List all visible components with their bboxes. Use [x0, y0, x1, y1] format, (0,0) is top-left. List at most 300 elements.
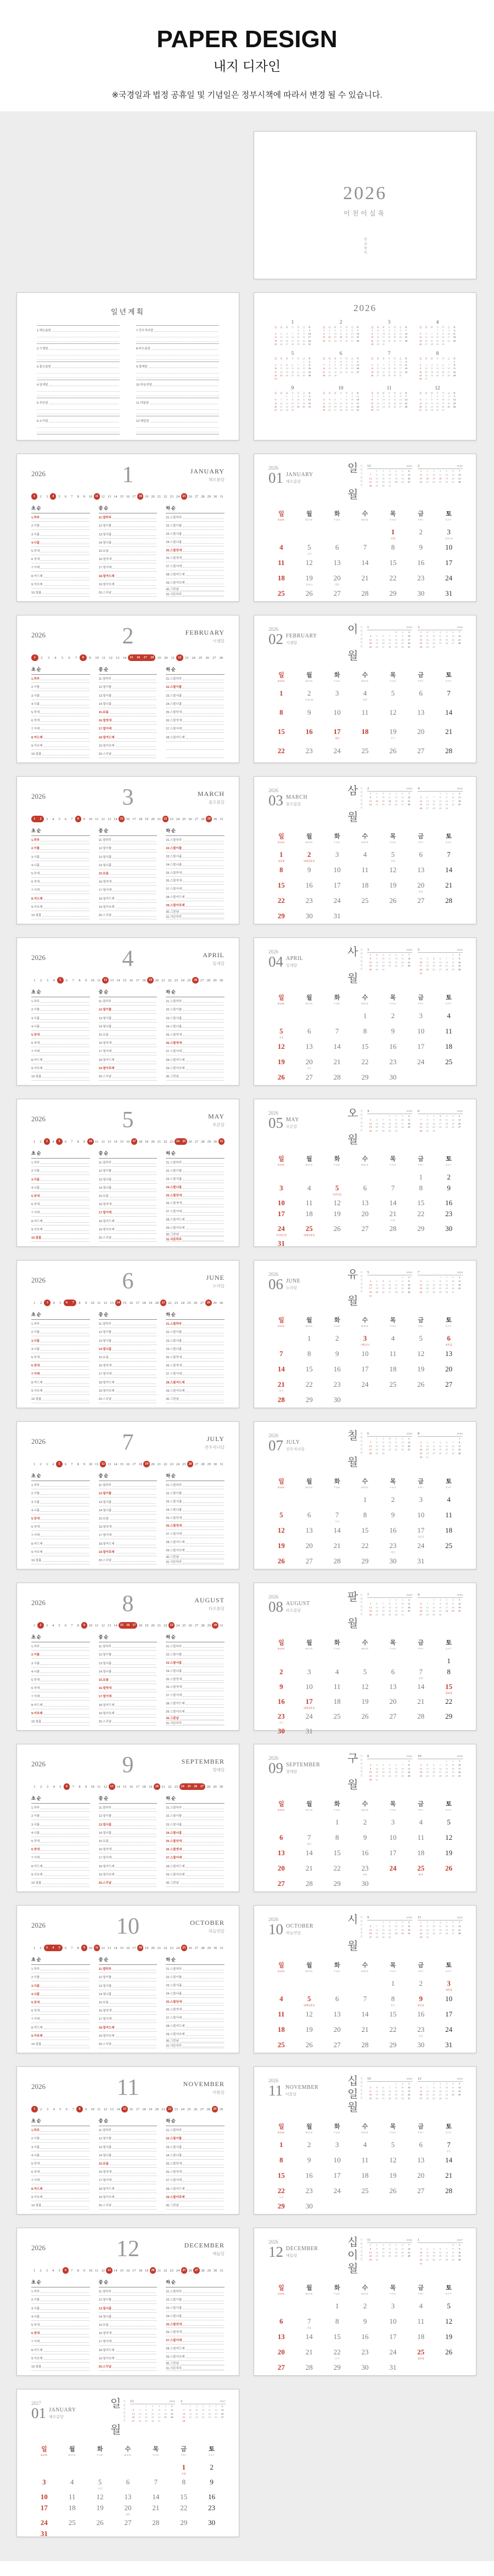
weekday-initial: 일	[323, 392, 325, 395]
planner-day-entry	[31, 1669, 90, 1674]
weekday-initial: 수	[339, 326, 343, 329]
date-cell	[323, 587, 351, 602]
mini-day: 5	[452, 1115, 454, 1117]
strip-day-number: 15	[120, 2268, 124, 2273]
planner-day-entry	[99, 685, 158, 689]
mini-day: 30	[351, 409, 353, 412]
day-label: 19.열아흐레	[98, 2034, 115, 2038]
date-cell	[323, 706, 351, 725]
mini-day: 13	[407, 1440, 411, 1444]
leader-line	[186, 1710, 223, 1713]
date-number: 11	[306, 1199, 313, 1207]
strip-day	[175, 2267, 181, 2274]
section-title: 하순	[166, 1634, 224, 1642]
mini-day: 16	[394, 367, 396, 370]
weekday-english: FRI	[418, 1002, 424, 1005]
mini-day: 26	[458, 2093, 461, 2097]
planner-header	[31, 1914, 224, 1940]
mini-day: 28	[388, 2097, 391, 2100]
strip-day	[31, 977, 38, 984]
mini-day: 21	[401, 1771, 404, 1774]
strip-day	[147, 1300, 154, 1306]
date-cell	[407, 1222, 435, 1237]
date-cell	[379, 587, 407, 602]
leader-line	[113, 1832, 156, 1834]
day-label: 28.스물여드레	[166, 2025, 185, 2029]
mini-day: 19	[280, 339, 283, 342]
date-cell	[267, 1207, 295, 1222]
date-number: 25	[445, 1541, 453, 1550]
date-cell	[323, 2154, 351, 2169]
date-cell	[267, 1846, 295, 1862]
mini-day: 1	[376, 470, 378, 472]
mini-day: 1	[389, 1598, 391, 1601]
strip-day	[115, 1783, 122, 1790]
date-label: 청명	[279, 1036, 284, 1039]
mini-day: 13	[442, 367, 445, 370]
mini-day: 20	[452, 1928, 454, 1931]
leader-line	[41, 727, 88, 730]
planner-day-entry	[99, 693, 158, 698]
planner-row	[31, 836, 90, 844]
month-name-korean: 해오름달	[286, 480, 301, 484]
mini-day: 10	[375, 1767, 378, 1770]
date-label: 곡우	[307, 1067, 312, 1070]
date-number: 30	[389, 1073, 397, 1081]
cover-year-korean: 이천이십육	[344, 210, 386, 217]
strip-day	[69, 1622, 75, 1629]
weekday-mon	[295, 1154, 323, 1166]
year-calendar-sheet	[254, 292, 476, 440]
mini-day: 20	[432, 1771, 435, 1774]
strip-day-number: 16	[136, 656, 140, 659]
section-title: 중순	[99, 1795, 158, 1804]
strip-day	[141, 2106, 147, 2112]
mini-day: 17	[399, 367, 402, 370]
mini-day: 28	[426, 1613, 429, 1617]
mini-day: 5	[376, 2086, 378, 2089]
strip-day-number: 20	[151, 494, 155, 499]
strip-day	[181, 1622, 187, 1629]
day-label: 23.스물사흘	[166, 1500, 182, 1504]
date-number: 19	[445, 1849, 453, 1857]
mini-day: 30	[419, 377, 422, 381]
planner-month-names	[134, 1112, 225, 1128]
mini-day: 3	[340, 360, 342, 364]
section-title: 중순	[99, 2118, 158, 2126]
strip-day	[50, 816, 56, 822]
weekday-english: WED	[361, 2131, 369, 2134]
day-label: 4.나흘	[31, 1992, 40, 1996]
planner-row	[31, 691, 90, 699]
weekday-english: FRI	[418, 1325, 424, 1327]
planner-day-entry	[166, 1049, 224, 1053]
year-mini-month	[321, 385, 361, 412]
date-cell	[435, 2038, 463, 2054]
month-name-english: OCTOBER	[286, 1923, 313, 1929]
mini-day: 4	[405, 360, 407, 364]
planner-row	[31, 1023, 90, 1031]
day-label: 11.열하루	[98, 516, 111, 520]
mini-day: 13	[399, 398, 402, 402]
mini-day: 4	[452, 1598, 454, 1601]
mini-day: 11	[439, 1924, 442, 1928]
date-number: 25	[277, 2041, 285, 2049]
date-number: 1	[391, 528, 395, 536]
strip-day-number: 8	[78, 2108, 81, 2111]
date-cell	[435, 1539, 463, 1555]
leader-line	[186, 573, 223, 576]
planner-day-entry	[99, 2016, 158, 2021]
day-label: 14.열나흘	[98, 1186, 112, 1190]
date-cell	[295, 1071, 323, 1086]
mini-day: 23	[419, 374, 422, 377]
mini-day: 7	[458, 1921, 461, 1924]
strip-day-number: 28	[201, 1946, 205, 1950]
strip-day	[218, 654, 225, 661]
planner-day-entry	[31, 1839, 90, 1843]
weekday-korean: 수	[362, 511, 368, 517]
mini-day: 16	[388, 1928, 391, 1931]
mini-day: 5	[376, 634, 378, 637]
planner-day-entry	[31, 1016, 90, 1020]
date-number: 9	[307, 866, 311, 874]
mini-day: 9	[383, 473, 384, 476]
mini-day: 25	[407, 1126, 411, 1129]
strip-day-number: 25	[182, 1946, 186, 1950]
date-number: 24	[333, 2187, 341, 2195]
mini-day: 25	[439, 642, 442, 645]
year-char: 육	[360, 641, 363, 644]
strip-day-number: 17	[136, 1301, 139, 1305]
strip-day-number: 17	[132, 1946, 136, 1950]
day-label: 22.스물이틀	[166, 1008, 182, 1012]
mini-day: 10	[388, 473, 391, 476]
planner-row	[31, 1395, 90, 1403]
date-number: 10	[333, 2156, 341, 2164]
leader-line	[186, 1381, 223, 1384]
planner-row	[31, 530, 90, 538]
mini-day: 4	[369, 2086, 371, 2089]
month-name-korean: 하늘연달	[209, 1929, 224, 1934]
mini-day: 2	[446, 792, 447, 795]
date-cell	[323, 1695, 351, 1710]
mini-day: 9	[420, 1444, 422, 1448]
planner-row	[31, 1531, 90, 1539]
leader-line	[113, 1815, 156, 1817]
strip-day-number: 22	[178, 656, 182, 659]
weekday-tue	[323, 1477, 351, 1489]
date-number: 8	[419, 1184, 423, 1192]
planner-rows	[166, 1159, 224, 1242]
date-number: 3	[391, 1818, 395, 1826]
mini-day: 6	[291, 364, 294, 367]
leader-line	[116, 1873, 156, 1876]
mini-day: 16	[401, 2089, 404, 2093]
mini-day: 16	[369, 1771, 372, 1774]
mini-day: 13	[381, 638, 385, 641]
year-char: 이	[360, 1432, 363, 1435]
planner-year: 2026	[31, 953, 46, 962]
strip-day-number: 10	[88, 1140, 92, 1143]
planner-rows	[31, 1159, 90, 1242]
mini-day: 13	[452, 473, 454, 476]
leader-line	[113, 1559, 156, 1562]
planner-day-entry	[31, 2170, 90, 2174]
monthly-planner-sheet-2026-04	[16, 937, 239, 1086]
strip-day	[63, 2267, 69, 2274]
mini-day: 11	[452, 2086, 454, 2089]
sino-char: 월	[347, 973, 358, 985]
weekday-english: TUE	[334, 2131, 341, 2134]
planner-day-entry	[166, 1677, 224, 1681]
mini-day: 1	[395, 2082, 397, 2085]
day-label: 2.이틀	[31, 524, 40, 528]
strip-day	[162, 816, 169, 822]
leader-line	[41, 2001, 88, 2004]
strip-day	[131, 1138, 137, 1145]
weekday-tue	[323, 993, 351, 1005]
month-name-vertical	[347, 1914, 363, 1952]
strip-day-number: 20	[151, 1462, 155, 1466]
planner-day-entry	[99, 735, 158, 739]
strip-day	[150, 2267, 156, 2274]
planner-rows	[99, 513, 158, 597]
mini-day: 20	[401, 961, 404, 964]
date-number: 16	[389, 1042, 397, 1050]
strip-day	[128, 1300, 134, 1306]
day-label: 2.이틀	[31, 1008, 40, 1012]
planner-day-entry	[99, 1177, 158, 1182]
date-number: 29	[361, 1073, 369, 1081]
strip-day-number: 5	[58, 1462, 60, 1466]
date-number: 15	[361, 1526, 369, 1534]
planner-row	[99, 2193, 158, 2201]
weekday-english: TUE	[334, 680, 341, 682]
mini-day: 2	[377, 395, 379, 398]
mini-day: 9	[439, 1602, 441, 1605]
leader-line	[183, 1806, 223, 1809]
empty-day	[386, 2082, 393, 2086]
mini-day: 18	[369, 642, 372, 645]
strip-day-number: 30	[213, 494, 217, 499]
strip-day	[44, 2106, 50, 2112]
mini-day: 4	[376, 1279, 378, 1283]
planner-row	[99, 1014, 158, 1022]
date-cell	[323, 1877, 351, 1893]
date-cell	[435, 1171, 463, 1182]
mini-day: 15	[439, 1283, 442, 1286]
date-number: 21	[361, 574, 369, 582]
planner-header	[31, 1431, 224, 1456]
mini-day: 23	[458, 964, 461, 968]
date-strip	[31, 1461, 224, 1467]
planner-row	[31, 2126, 90, 2134]
date-cell	[323, 1055, 351, 1071]
date-number: 30	[361, 1879, 369, 1888]
strip-day	[173, 2106, 179, 2112]
planner-day-entry	[166, 1041, 224, 1045]
mini-day: 22	[388, 1609, 391, 1613]
planner-day-entry	[166, 1540, 224, 1544]
date-cell	[379, 541, 407, 556]
day-label: 13.열사흘	[98, 2145, 112, 2149]
mini-calendar-header	[367, 1270, 412, 1275]
strip-day	[70, 977, 76, 984]
strip-day-number: 16	[126, 1624, 130, 1627]
strip-day	[87, 2267, 93, 2274]
date-cell	[379, 1846, 407, 1862]
strip-day	[169, 816, 175, 822]
empty-day	[424, 1760, 431, 1764]
leader-line	[44, 906, 89, 908]
day-label: 29.스물아흐레	[166, 1227, 185, 1230]
mini-day: 17	[445, 2089, 448, 2093]
mini-day: 14	[280, 402, 283, 405]
planner-row	[99, 675, 158, 683]
weekday-initial: 화	[334, 326, 336, 329]
day-label: 10.열흘	[31, 1881, 42, 1885]
date-number: 20	[361, 1210, 369, 1218]
weekday-korean: 목	[390, 1962, 396, 1969]
date-number: 10	[305, 1682, 313, 1691]
mini-day: 21	[388, 2093, 391, 2097]
year-char: 육	[360, 803, 363, 805]
mini-day: 19	[452, 1122, 454, 1125]
mini-day: 1	[420, 1921, 422, 1924]
mini-day: 18	[453, 336, 456, 339]
day-label: 14.열나흘	[98, 863, 112, 867]
weekday-english: FRI	[418, 1647, 424, 1650]
leader-line	[44, 1067, 89, 1070]
sino-char: 시	[347, 1914, 358, 1926]
planner-row	[31, 1659, 90, 1667]
date-cell	[295, 2200, 323, 2215]
mini-day: 17	[382, 402, 385, 405]
strip-day-number: 27	[212, 656, 216, 660]
date-cell	[407, 2184, 435, 2200]
leader-line	[113, 2290, 156, 2293]
planner-day-entry	[99, 1864, 158, 1868]
leader-line	[183, 1670, 223, 1673]
mini-day: 15	[302, 367, 305, 370]
leader-line	[183, 541, 223, 544]
planner-sections	[31, 1795, 224, 1887]
weekday-english: WED	[361, 841, 369, 844]
weekday-korean: 월	[306, 672, 312, 679]
mini-day: 3	[402, 1598, 403, 1601]
mini-day: 26	[436, 374, 439, 377]
planner-day-entry	[166, 718, 224, 722]
planner-day-entry	[99, 1516, 158, 1521]
mini-day: 1	[446, 1760, 447, 1762]
mini-day: 9	[446, 795, 447, 799]
leader-line	[41, 2179, 88, 2182]
mini-day: 30	[395, 1613, 397, 1617]
strip-day-number: 3	[46, 1623, 48, 1628]
day-label: 29.스물아흐레	[166, 1549, 185, 1553]
planner-day-entry	[31, 702, 90, 706]
mini-day: 5	[329, 398, 330, 402]
mini-day: 10	[399, 364, 402, 367]
day-label: 23.스물사흘	[166, 1339, 182, 1343]
day-label: 10.열흘	[31, 752, 42, 756]
mini-day: 13	[407, 473, 411, 476]
monthly-planner-sheet-2026-02	[16, 615, 239, 763]
mini-day: 11	[369, 638, 372, 641]
date-number: 21	[305, 1864, 313, 1872]
mini-day: 19	[419, 803, 423, 806]
planner-row	[31, 750, 90, 758]
weekday-korean: 수	[362, 1962, 368, 1969]
year-plan-columns	[37, 325, 219, 434]
strip-day-number: 3	[46, 978, 48, 982]
planner-row	[31, 1498, 90, 1506]
day-label: 8.여드레	[31, 2348, 43, 2352]
date-label: 우수	[390, 737, 395, 739]
planner-day-entry	[99, 1703, 158, 1707]
date-number: 20	[389, 1697, 397, 1705]
strip-day-number: 21	[157, 1462, 161, 1466]
month-year: 2026	[268, 1594, 278, 1600]
day-label: 28.스물여드레	[166, 896, 185, 900]
planner-section	[166, 1150, 224, 1242]
leader-line	[116, 1712, 156, 1715]
leader-line	[180, 1398, 223, 1400]
planner-day-entry	[99, 1363, 158, 1368]
planner-day-entry	[31, 557, 90, 561]
leader-line	[183, 1238, 223, 1241]
year-char: 년	[360, 484, 363, 487]
mini-day: 4	[388, 395, 390, 398]
mini-day: 18	[430, 370, 433, 374]
date-number: 22	[361, 1541, 369, 1550]
year-plan-month-label: 9.열매달	[136, 365, 148, 369]
planner-row	[99, 1709, 158, 1718]
day-label: 6.엿새	[31, 558, 40, 562]
day-label: 22.스물이틀	[166, 1169, 182, 1173]
month-number: 03	[268, 792, 283, 809]
month-title-row	[268, 1600, 310, 1614]
month-year: 2026	[268, 949, 278, 954]
year-char: 년	[360, 1613, 363, 1615]
planner-row	[31, 555, 90, 563]
planner-day-entry	[31, 1380, 90, 1385]
month-name-english: SEPTEMBER	[181, 1758, 224, 1765]
mini-day: 21	[382, 370, 385, 374]
planner-row	[31, 1378, 90, 1386]
date-cell	[323, 1332, 351, 1347]
strip-day-number: 19	[148, 1784, 153, 1789]
mini-day: 12	[285, 367, 288, 370]
planner-day-entry	[99, 1041, 158, 1045]
mini-day: 27	[419, 1613, 423, 1617]
mini-day: 27	[425, 342, 428, 346]
leader-line	[180, 1556, 223, 1558]
year-char: 이	[360, 787, 363, 790]
strip-day	[114, 654, 121, 661]
mini-day: 8	[420, 634, 422, 637]
planner-year: 2026	[31, 1437, 46, 1445]
mini-day: 1	[433, 1598, 435, 1601]
mini-day: 20	[334, 405, 336, 408]
year-char: 육	[360, 1125, 363, 1128]
planner-row	[99, 589, 158, 597]
mini-day: 14	[401, 1767, 404, 1770]
mini-day: 6	[439, 957, 441, 960]
day-label: 7.이레	[31, 1211, 40, 1215]
planner-row	[31, 1039, 90, 1047]
